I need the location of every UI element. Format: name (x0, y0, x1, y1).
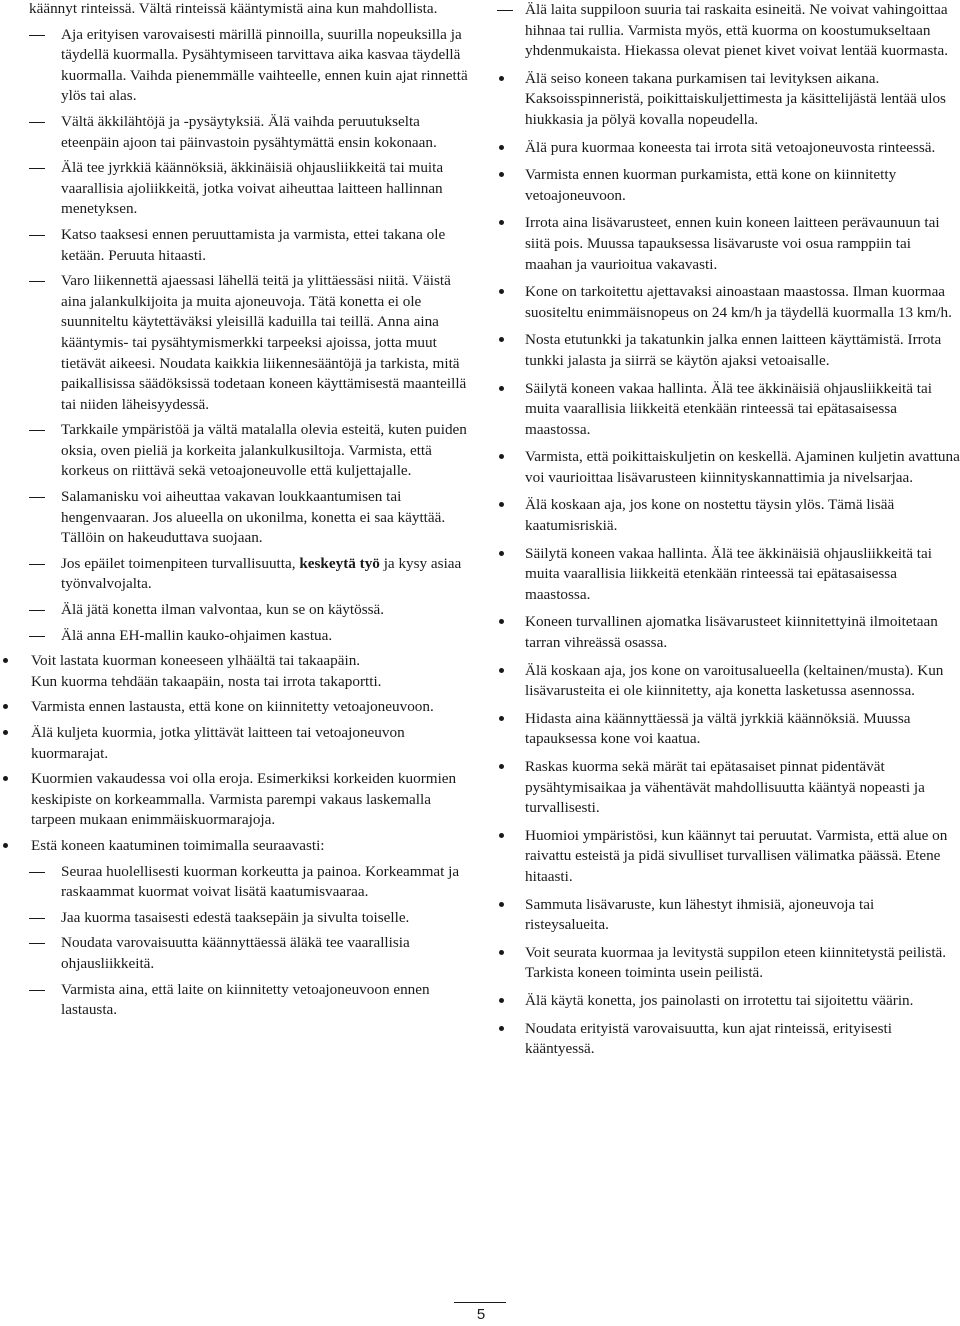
dash-marker (29, 35, 45, 36)
list-item: Kone on tarkoitettu ajettavaksi ainoastaan maastossa. Ilman kuormaa suositeltu enimmäisnopeus on 24 km/h ja täydellä kuormalla 13 km/h. (497, 282, 960, 323)
list-item: Vältä äkkilähtöjä ja -pysäytyksiä. Älä vaihda peruutukselta eteenpäin ajoon tai päinvastoin pysähtymättä ensin kokonaan. (0, 112, 472, 153)
bullet-marker (3, 730, 8, 735)
list-item: Säilytä koneen vakaa hallinta. Älä tee äkkinäisiä ohjausliikkeitä tai muita vaarallisia liikkeitä etenkään rinteessä tai epätasaisessa maastossa. (497, 544, 960, 606)
dash-marker (29, 281, 45, 282)
dash-marker (29, 168, 45, 169)
list-item: Huomioi ympäristösi, kun käännyt tai peruutat. Varmista, että alue on raivattu esteistä ja pidä sivulliset turvallisen välimatka päässä. Etene hitaasti. (497, 826, 960, 888)
bullet-marker (3, 776, 8, 781)
list-item: Estä koneen kaatuminen toimimalla seuraavasti: (0, 836, 472, 857)
list-item: Varo liikennettä ajaessasi lähellä teitä ja ylittäessäsi niitä. Väistä aina jalankulkijoita ja muita ajoneuvoja. Tätä konetta ei ole suunniteltu käytettäväksi yleisillä kaduilla tai teillä. Anna aina kääntymis- tai pysähtymismerkki tarpeeksi ajoissa, jotta muut tietävät aikeesi. Noudata kaikkia liikennesääntöjä ja tarkista, mitä paikallisissa säädöksissä todetaan koneen käyttämisestä maanteillä tai niiden läheisyydessä. (0, 271, 472, 415)
list-item: Varmista, että poikittaiskuljetin on keskellä. Ajaminen kuljetin avattuna voi vaurioittaa lisävarusteen kiinnityskannattimia ja nivelsarjaa. (497, 447, 960, 488)
list-item: Älä koskaan aja, jos kone on varoitusalueella (keltainen/musta). Kun lisävarusteita ei ole kiinnitetty, aja konetta lasketussa asennossa. (497, 661, 960, 702)
list-item: Tarkkaile ympäristöä ja vältä matalalla olevia esteitä, kuten puiden oksia, oven pieliä ja korkeita jalankulkusiltoja. Varmista, että korkeus on riittävä sekä vetoajoneuvolle että kuljettajalle. (0, 420, 472, 482)
list-item: Noudata erityistä varovaisuutta, kun ajat rinteissä, erityisesti kääntyessä. (497, 1019, 960, 1060)
bullet-marker (3, 843, 8, 848)
bullet-marker (499, 454, 504, 459)
dash-marker (29, 943, 45, 944)
right-column (497, 0, 960, 1067)
list-item: Koneen turvallinen ajomatka lisävarusteet kiinnitettyinä ilmoitetaan tarran vihreässä osassa. (497, 612, 960, 653)
dash-marker (29, 497, 45, 498)
bullet-marker (499, 716, 504, 721)
list-item: Älä koskaan aja, jos kone on nostettu täysin ylös. Tämä lisää kaatumisriskiä. (497, 495, 960, 536)
list-item: Aja erityisen varovaisesti märillä pinnoilla, suurilla nopeuksilla ja täydellä kuormalla. Pysähtymiseen tarvittava aika kasvaa täydellä kuormalla. Vaihda pienemmälle vaihteelle, ennen kuin ajat rinnettä ylös tai alas. (0, 25, 472, 107)
list-item: Sammuta lisävaruste, kun lähestyt ihmisiä, ajoneuvoja tai risteysalueita. (497, 895, 960, 936)
list-item: Nosta etutunkki ja takatunkin jalka ennen laitteen käyttämistä. Irrota tunkki jalasta ja siirrä se käytön ajaksi vetoaisalle. (497, 330, 960, 371)
bullet-marker (499, 289, 504, 294)
list-item: Älä anna EH-mallin kauko-ohjaimen kastua. (0, 626, 472, 647)
bullet-marker (499, 172, 504, 177)
list-item: Katso taaksesi ennen peruuttamista ja varmista, ettei takana ole ketään. Peruuta hitaasti. (0, 225, 472, 266)
list-item: Älä seiso koneen takana purkamisen tai levityksen aikana. Kaksoisspinneristä, poikittaiskuljettimesta ja käsittelijästä lentää ulos hiukkasia ja pölyä kovalla nopeudella. (497, 69, 960, 131)
list-item: Salamanisku voi aiheuttaa vakavan loukkaantumisen tai hengenvaaran. Jos alueella on ukonilma, konetta ei saa käyttää. Tällöin on hakeuduttava suojaan. (0, 487, 472, 549)
bullet-marker (499, 337, 504, 342)
bullet-marker (499, 998, 504, 1003)
bullet-marker (499, 950, 504, 955)
dash-marker (29, 122, 45, 123)
list-item: Älä kuljeta kuormia, jotka ylittävät laitteen tai vetoajoneuvon kuormarajat. (0, 723, 472, 764)
bullet-marker (499, 76, 504, 81)
list-item: Varmista ennen kuorman purkamista, että kone on kiinnitetty vetoajoneuvoon. (497, 165, 960, 206)
list-item: Seuraa huolellisesti kuorman korkeutta ja painoa. Korkeammat ja raskaammat kuormat voivat lisätä kaatumisvaaraa. (0, 862, 472, 903)
list-item: Raskas kuorma sekä märät tai epätasaiset pinnat pidentävät pysähtymisaikaa ja vähentävät mahdollisuutta kääntyä nopeasti ja turvallisesti. (497, 757, 960, 819)
bullet-marker (499, 502, 504, 507)
list-item: Noudata varovaisuutta käännyttäessä äläkä tee vaarallisia ohjausliikkeitä. (0, 933, 472, 974)
list-item: Älä tee jyrkkiä käännöksiä, äkkinäisiä ohjausliikkeitä tai muita vaarallisia ajoliikkeitä, jotka voivat aiheuttaa laitteen hallinnan menetyksen. (0, 158, 472, 220)
list-item: Kuormien vakaudessa voi olla eroja. Esimerkiksi korkeiden kuormien keskipiste on korkeammalla. Varmista parempi vakaus laskemalla tarpeen mukaan enimmäiskuormarajoja. (0, 769, 472, 831)
bullet-marker (3, 658, 8, 663)
bullet-marker (499, 833, 504, 838)
bullet-marker (3, 704, 8, 709)
bullet-marker (499, 551, 504, 556)
dash-marker (29, 430, 45, 431)
dash-marker (29, 990, 45, 991)
left-column (0, 0, 472, 1026)
list-item: Irrota aina lisävarusteet, ennen kuin koneen laitteen perävaunuun tai siitä pois. Muussa tapauksessa lisävaruste voi osua ramppiin tai maahan ja vaurioitua vakavasti. (497, 213, 960, 275)
bullet-marker (499, 386, 504, 391)
dash-marker (497, 10, 513, 11)
list-item: Älä käytä konetta, jos painolasti on irrotettu tai sijoitettu väärin. (497, 991, 960, 1012)
dash-marker (29, 235, 45, 236)
bullet-marker (499, 902, 504, 907)
dash-marker (29, 636, 45, 637)
intro-text: käännyt rinteissä. Vältä rinteissä kääntymistä aina kun mahdollista. (29, 0, 438, 17)
bullet-marker (499, 1026, 504, 1031)
list-item: Säilytä koneen vakaa hallinta. Älä tee äkkinäisiä ohjausliikkeitä tai muita vaarallisia liikkeitä etenkään rinteessä tai epätasaisessa maastossa. (497, 379, 960, 441)
emphasis-text: keskeytä työ (299, 554, 380, 572)
list-item: Jaa kuorma tasaisesti edestä taaksepäin ja sivulta toiselle. (0, 908, 472, 929)
bullet-marker (499, 764, 504, 769)
list-item: Älä laita suppiloon suuria tai raskaita esineitä. Ne voivat vahingoittaa hihnaa tai rullia. Varmista myös, että kuorma on koostumukseltaan yhdenmukaista. Hiekassa olevat pienet kivet voivat lentää kuormasta. (497, 0, 960, 62)
list-item: Voit seurata kuormaa ja levitystä suppilon eteen kiinnitetystä peilistä. Tarkista koneen toiminta usein peilistä. (497, 943, 960, 984)
list-item: Varmista ennen lastausta, että kone on kiinnitetty vetoajoneuvoon. (0, 697, 472, 718)
dash-marker (29, 610, 45, 611)
dash-marker (29, 872, 45, 873)
dash-marker (29, 918, 45, 919)
dash-marker (29, 564, 45, 565)
paragraph-continuation: Kun kuorma tehdään takaapäin, nosta tai irrota takaportti. (31, 672, 382, 690)
bullet-marker (499, 619, 504, 624)
bullet-marker (499, 145, 504, 150)
list-item: Hidasta aina käännyttäessä ja vältä jyrkkiä käännöksiä. Muussa tapauksessa kone voi kaatua. (497, 709, 960, 750)
list-item: Voit lastata kuorman koneeseen ylhäältä tai takaapäin. (0, 651, 472, 672)
list-item: Jos epäilet toimenpiteen turvallisuutta, keskeytä työ ja kysy asiaa työnvalvojalta. (0, 554, 472, 595)
page-number: 5 (476, 1306, 486, 1323)
bullet-marker (499, 668, 504, 673)
list-item: Älä pura kuormaa koneesta tai irrota sitä vetoajoneuvosta rinteessä. (497, 138, 960, 159)
list-item: Älä jätä konetta ilman valvontaa, kun se on käytössä. (0, 600, 472, 621)
list-item: Varmista aina, että laite on kiinnitetty vetoajoneuvoon ennen lastausta. (0, 980, 472, 1021)
bullet-marker (499, 220, 504, 225)
footer-rule (454, 1302, 506, 1303)
